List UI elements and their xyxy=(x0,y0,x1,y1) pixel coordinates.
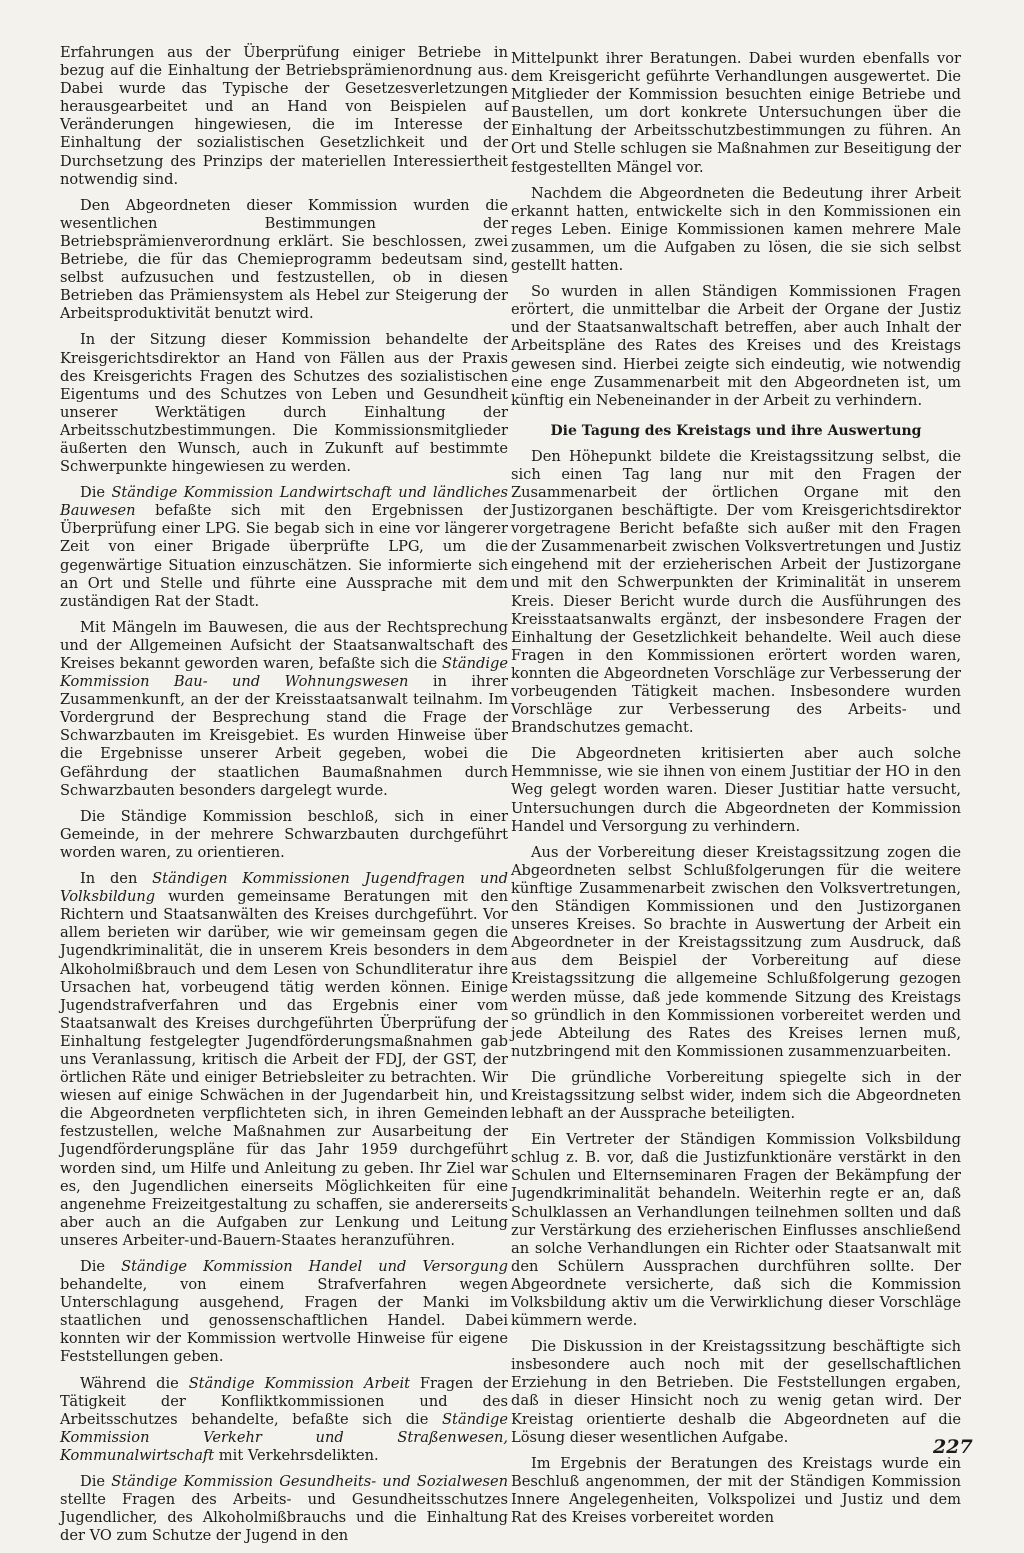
section-heading: Die Tagung des Kreistags und ihre Auswertung xyxy=(550,422,922,439)
text-run: stellte Fragen des Arbeits- und Gesundheitsschutzes Jugendlicher, des Alkoholmißbrauchs und die Einhaltung der VO zum Schutze der Jugend in den xyxy=(60,1491,508,1545)
text-run: wurden gemeinsame Beratungen mit den Richtern und Staatsanwälten des Kreises durchgeführt. Vor allem berieten wir darüber, wie wir gemeinsam gegen die Jugendkriminalität, die in unserem Kreis besonders in dem Alkoholmißbrauch und dem Lesen von Schundliteratur ihre Ursachen hat, vorbeugend tätig werden können. Einige Jugendstrafverfahren und das Ergebnis einer vom Staatsanwalt des Kreises durchgeführten Überprüfung der Einhaltung festgelegter Jugendförderungsmaßnahmen gab uns Veranlassung, kritisch die Arbeit der FDJ, der GST, der örtlichen Räte und einiger Betriebsleiter zu betrachten. Wir wiesen auf einige Schwächen in der Jugendarbeit hin, und die Abgeordneten verpflichteten sich, in ihren Gemeinden festzustellen, welche Maßnahmen zur Ausarbeitung der Jugendförderungspläne für das Jahr 1959 durchgeführt worden sind, um Hilfe und Anleitung zu geben. Ihr Ziel war es, den Jugendlichen einerseits Möglichkeiten für eine angenehme Freizeitgestaltung zu schaffen, sie andererseits aber auch an die Aufgaben zur Lenkung und Leitung unseres Arbeiter-und-Bauern-Staates heranzuführen. xyxy=(60,888,508,1249)
text-run: Mit Mängeln im Bauwesen, die aus der Rechtsprechung und der Allgemeinen Aufsicht der Staatsanwaltschaft des Kreises bekannt geworden waren, befaßte sich die xyxy=(60,618,508,672)
paragraph: Ein Vertreter der Ständigen Kommission Volksbildung schlug z. B. vor, daß die Justizfunktionäre verstärkt in den Schulen und Elternseminaren Fragen der Bekämpfung der Jugendkriminalität behandeln. Weiterhin regte er an, daß Schulklassen an Verhandlungen teilnehmen sollten und daß zur Verstärkung des erzieherischen Einflusses anschließend an solche Verhandlungen ein Richter oder Staatsanwalt mit den Schülern Aussprachen durchführen sollte. Der Abgeordnete versicherte, daß sich die Kommission Volksbildung aktiv um die Verwirklichung dieser Vorschläge kümmern werde. xyxy=(511,1131,961,1330)
paragraph: In der Sitzung dieser Kommission behandelte der Kreisgerichtsdirektor an Hand von Fällen aus der Praxis des Kreisgerichts Fragen des Schutzes des sozialistischen Eigentums und des Schutzes von Leben und Gesundheit unserer Werktätigen durch Einhaltung der Arbeitsschutzbestimmungen. Die Kommissionsmitglieder äußerten den Wunsch, auch in Zukunft auf bestimmte Schwerpunkte hingewiesen zu werden. xyxy=(60,331,508,476)
paragraph xyxy=(60,484,508,611)
paragraph: Die Ständige Kommission beschloß, sich in einer Gemeinde, in der mehrere Schwarzbauten durchgeführt worden waren, zu orientieren. xyxy=(60,807,508,861)
commission-name: Ständige Kommission Handel und Versorgung xyxy=(121,1258,508,1275)
paragraph: Die Abgeordneten kritisierten aber auch solche Hemmnisse, wie sie ihnen von einem Justitiar der HO in den Weg gelegt worden waren. Dieser Justitiar hatte versucht, Untersuchungen durch die Abgeordneten der Kommission Handel und Versorgung zu verhindern. xyxy=(511,745,961,835)
paragraph: Den Höhepunkt bildete die Kreistagssitzung selbst, die sich einen Tag lang nur mit den Fragen der Zusammenarbeit der örtlichen Organe mit den Justizorganen beschäftigte. Der vom Kreisgerichtsdirektor vorgetragene Bericht befaßte sich außer mit den Fragen der Zusammenarbeit zwischen Volksvertretungen und Justiz eingehend mit der erzieherischen Arbeit der Justizorgane und mit den Schwerpunkten der Kriminalität in unserem Kreis. Dieser Bericht wurde durch die Ausführungen des Kreisstaatsanwalts ergänzt, der insbesondere Fragen der Einhaltung der Gesetzlichkeit behandelte. Weil auch diese Fragen in den Kommissionen erörtert worden waren, konnten die Abgeordneten Vorschläge zur Verbesserung der vorbeugenden Tätigkeit machen. Insbesondere wurden Vorschläge zur Verbesserung des Arbeits- und Brandschutzes gemacht. xyxy=(511,447,961,737)
text-run: Während die xyxy=(80,1374,189,1392)
paragraph: Mittelpunkt ihrer Beratungen. Dabei wurden ebenfalls vor dem Kreisgericht geführte Verhandlungen ausgewertet. Die Mitglieder der Kommission besuchten einige Betriebe und Baustellen, um dort konkrete Untersuchungen über die Einhaltung der Arbeitsschutzbestimmungen zu führen. An Ort und Stelle schlugen sie Maßnahmen zur Beseitigung der festgestellten Mängel vor. xyxy=(511,50,961,176)
text-run: befaßte sich mit den Ergebnissen der Überprüfung einer LPG. Sie begab sich in eine vor längerer Zeit von einer Brigade überprüfte LPG, um die gegenwärtige Situation einzuschätzen. Sie informierte sich an Ort und Stelle und führte eine Aussprache mit dem zuständigen Rat der Stadt. xyxy=(60,502,508,610)
right-column xyxy=(511,50,961,1535)
paragraph xyxy=(60,1375,508,1465)
paragraph: Nachdem die Abgeordneten die Bedeutung ihrer Arbeit erkannt hatten, entwickelte sich in den Kommissionen ein reges Leben. Einige Kommissionen kamen mehrere Male zusammen, um die Aufgaben zu lösen, die sie sich selbst gestellt hatten. xyxy=(511,184,961,275)
commission-name: Ständigen Kommissionen Jugendfragen und Volksbildung xyxy=(60,870,508,906)
paragraph: Aus der Vorbereitung dieser Kreistagssitzung zogen die Abgeordneten selbst Schlußfolgerungen für die weitere künftige Zusammenarbeit zwischen den Volksvertretungen, den Ständigen Kommissionen und den Justizorganen unseres Kreises. So brachte in Auswertung der Arbeit ein Abgeordneter in der Kreistagssitzung zum Ausdruck, daß aus dem Beispiel der Vorbereitung auf diese Kreistagssitzung die allgemeine Schlußfolgerung gezogen werden müsse, daß jede kommende Sitzung des Kreistags so gründlich in den Kommissionen vorbereitet werden und jede Abteilung des Rates des Kreises lernen muß, nutzbringend mit den Kommissionen zusammenzuarbeiten. xyxy=(511,843,961,1060)
paragraph: Die gründliche Vorbereitung spiegelte sich in der Kreistagssitzung selbst wider, indem sich die Abgeordneten lebhaft an der Aussprache beteiligten. xyxy=(511,1068,961,1123)
paragraph xyxy=(60,619,508,800)
paragraph: Im Ergebnis der Beratungen des Kreistags wurde ein Beschluß angenommen, der mit der Ständigen Kommission Innere Angelegenheiten, Volkspolizei und Justiz und dem Rat des Kreises vorbereitet worden xyxy=(511,1454,961,1527)
text-run: behandelte, von einem Strafverfahren wegen Unterschlagung ausgehend, Fragen der Manki im staatlichen und genossenschaftlichen Handel. Dabei konnten wir der Kommission wertvolle Hinweise für eigene Feststellungen geben. xyxy=(60,1276,508,1366)
paragraph xyxy=(60,870,508,1250)
left-column xyxy=(60,44,508,1553)
paragraph: Die Diskussion in der Kreistagssitzung beschäftigte sich insbesondere auch noch mit der gesellschaftlichen Erziehung in den Betrieben. Die Feststellungen ergaben, daß in dieser Hinsicht noch zu wenig getan wird. Der Kreistag orientierte deshalb die Abgeordneten auf die Lösung dieser wesentlichen Aufgabe. xyxy=(511,1338,961,1446)
text-run: Die xyxy=(80,1473,112,1491)
commission-name: Ständige Kommission Gesundheits- und Sozialwesen xyxy=(111,1473,508,1491)
paragraph: Den Abgeordneten dieser Kommission wurden die wesentlichen Bestimmungen der Betriebsprämienverordnung erklärt. Sie beschlossen, zwei Betriebe, die für das Chemieprogramm bedeutsam sind, selbst aufzusuchen und festzustellen, ob in diesen Betrieben das Prämiensystem als Hebel zur Steigerung der Arbeitsproduktivität benutzt wird. xyxy=(60,196,508,323)
text-run: in ihrer Zusammenkunft, an der der Kreisstaatsanwalt teilnahm. Im Vordergrund der Besprechung stand die Frage der Schwarzbauten im Kreisgebiet. Es wurden Hinweise über die Ergebnisse unserer Arbeit gegeben, wobei die Gefährdung der staatlichen Baumaßnahmen durch Schwarzbauten besonders dargelegt wurde. xyxy=(60,673,508,799)
paragraph xyxy=(60,1473,508,1545)
commission-name: Ständige Kommission Verkehr und Straßenwesen, Kommunalwirtschaft xyxy=(60,1410,508,1464)
paragraph: So wurden in allen Ständigen Kommissionen Fragen erörtert, die unmittelbar die Arbeit der Organe der Justiz und der Staatsanwaltschaft betreffen, aber auch Inhalt der Arbeitspläne des Rates des Kreises und des Kreistags gewesen sind. Hierbei zeigte sich eindeutig, wie notwendig eine enge Zusammenarbeit mit den Abgeordneten ist, um künftig ein Nebeneinander in der Arbeit zu verhindern. xyxy=(511,283,961,409)
text-run: In den xyxy=(80,870,153,888)
page-number: 227 xyxy=(933,1436,973,1458)
paragraph xyxy=(60,1258,508,1367)
text-run: Die xyxy=(80,484,112,502)
text-run: Fragen der Tätigkeit der Konfliktkommissionen und des Arbeitsschutzes behandelte, befaßte sich die xyxy=(60,1374,508,1428)
paragraph: Erfahrungen aus der Überprüfung einiger Betriebe in bezug auf die Einhaltung der Betriebsprämienordnung aus. Dabei wurde das Typische der Gesetzesverletzungen herausgearbeitet und an Hand von Beispielen auf Veränderungen hingewiesen, die im Interesse der Einhaltung der sozialistischen Gesetzlichkeit und der Durchsetzung des Prinzips der materiellen Interessiertheit notwendig sind. xyxy=(60,44,508,188)
commission-name: Ständige Kommission Bau- und Wohnungswesen xyxy=(60,655,508,691)
text-run: mit Verkehrsdelikten. xyxy=(214,1446,379,1464)
text-run: Die xyxy=(80,1258,122,1275)
commission-name: Ständige Kommission Arbeit xyxy=(188,1374,410,1392)
commission-name: Ständige Kommission Landwirtschaft und ländliches Bauwesen xyxy=(60,484,508,520)
